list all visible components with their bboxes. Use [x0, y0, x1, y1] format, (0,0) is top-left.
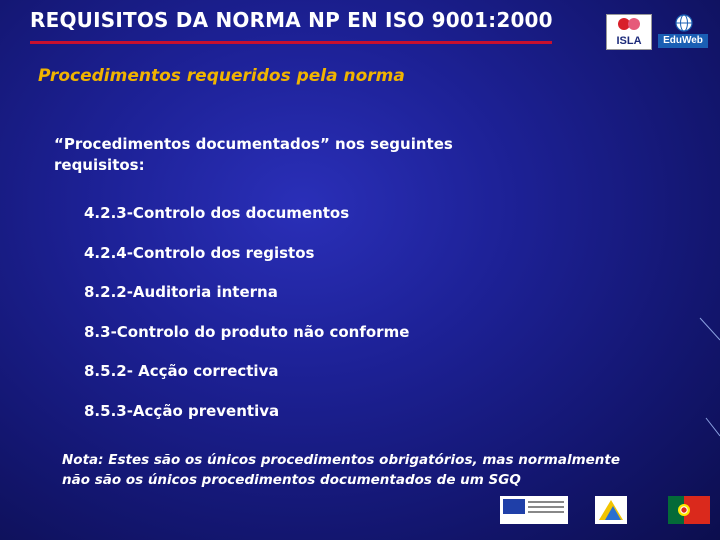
eu-logo: [500, 496, 568, 524]
portugal-flag: [668, 496, 710, 524]
note-text: Nota: Estes são os únicos procedimentos obrigatórios, mas normalmente não são os únicos procedimentos documentados de um SGQ: [62, 452, 621, 488]
globe-icon: [675, 14, 693, 32]
isla-logo: [606, 14, 652, 50]
requirements-list: [84, 202, 409, 439]
portugal-flag-icon: [668, 496, 710, 524]
eduweb-logo: [658, 14, 708, 48]
list-item: 8.5.3-Acção preventiva: [84, 401, 280, 420]
slide-title: REQUISITOS DA NORMA NP EN ISO 9001:2000: [30, 8, 553, 32]
eu-flag-icon: [503, 499, 525, 514]
programme-logo: [595, 496, 627, 524]
intro-text: “Procedimentos documentados” nos seguintes requisitos:: [54, 135, 453, 174]
footer-logos: [500, 496, 715, 526]
isla-logo-text: ISLA: [616, 35, 642, 47]
slide-header: [30, 8, 553, 32]
list-item: 4.2.4-Controlo dos registos: [84, 243, 315, 262]
list-item: 8.3-Controlo do produto não conforme: [84, 322, 410, 341]
slide-subtitle: Procedimentos requeridos pela norma: [38, 66, 405, 86]
programme-logo-icon: [595, 496, 627, 524]
list-item: 4.2.3-Controlo dos documentos: [84, 204, 350, 222]
list-item: 8.5.2- Acção correctiva: [84, 362, 279, 380]
eduweb-logo-text: EduWeb: [658, 34, 708, 48]
isla-mark-icon: [617, 17, 641, 31]
title-underline: [30, 41, 552, 44]
list-item: 8.2.2-Auditoria interna: [84, 283, 278, 301]
